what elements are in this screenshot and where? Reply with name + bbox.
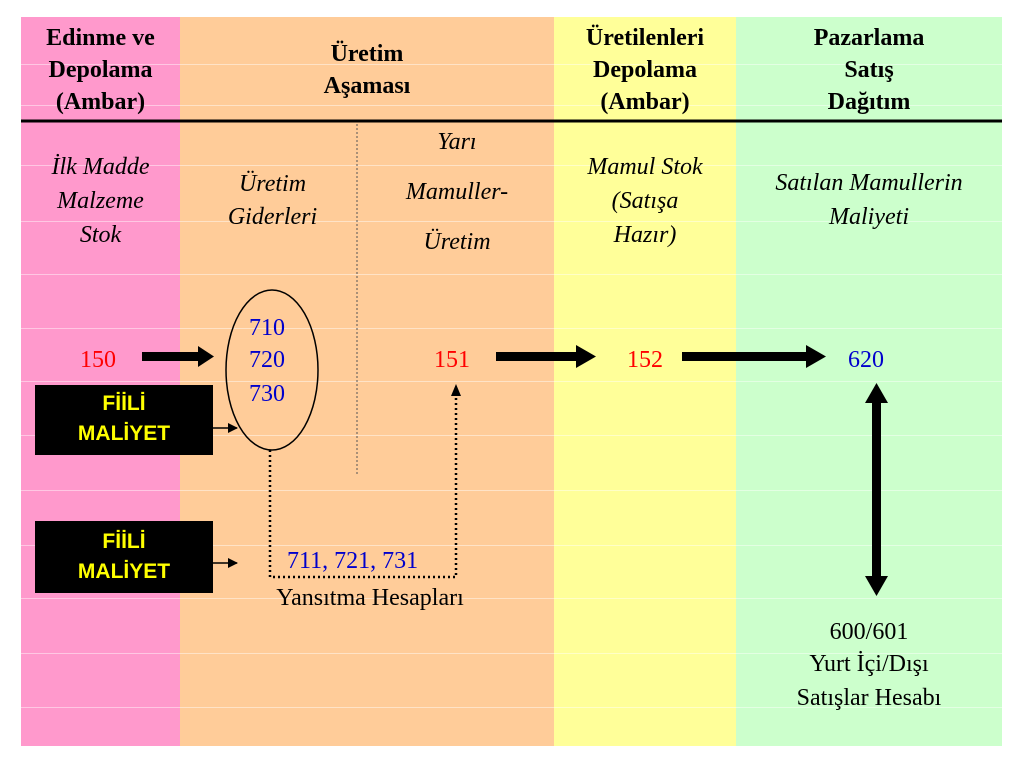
- header-edinme-depolama: Edinme ve Depolama (Ambar): [46, 25, 155, 115]
- account-151: 151: [434, 347, 470, 373]
- account-150: 150: [80, 347, 116, 373]
- subtitle-yari-mamuller-1: Yarı: [437, 129, 477, 155]
- yansitma-accounts: 711, 721, 731: [287, 548, 419, 574]
- gider-accounts-ellipse: [226, 290, 318, 450]
- header-uretilenleri-depolama: Üretilenleri Depolama (Ambar): [585, 25, 705, 115]
- subtitle-ilk-madde: İlk Madde Malzeme Stok: [51, 154, 150, 248]
- subtitle-satilan-mamuller: Satılan Mamullerin Maliyeti: [775, 170, 963, 230]
- header-uretim-asamasi: Üretim Aşaması: [323, 41, 411, 99]
- account-620: 620: [848, 347, 884, 373]
- double-arrow-620-sales: [865, 383, 888, 596]
- sales-account-code: 600/601: [829, 619, 909, 645]
- account-730: 730: [249, 381, 285, 407]
- subtitle-yari-mamuller-3: Üretim: [423, 229, 491, 255]
- yansitma-label: Yansıtma Hesapları: [276, 585, 464, 611]
- dotted-yansitma-loop: [270, 395, 456, 577]
- header-pazarlama: Pazarlama Satış Dağıtım: [813, 25, 925, 115]
- arrow-151-to-152: [496, 345, 596, 368]
- fiili-maliyet-box-2: FİİLİ MALİYET: [35, 521, 213, 593]
- arrow-152-to-620: [682, 345, 826, 368]
- subtitle-mamul-stok: Mamul Stok (Satışa Hazır): [587, 154, 703, 248]
- arrow-150-to-710: [142, 346, 214, 367]
- account-152: 152: [627, 347, 663, 373]
- fiili-maliyet-box-1: FİİLİ MALİYET: [35, 385, 213, 455]
- account-720: 720: [249, 347, 285, 373]
- account-710: 710: [249, 315, 285, 341]
- dotted-arrowhead-151: [451, 384, 461, 396]
- subtitle-yari-mamuller-2: Mamuller-: [405, 179, 509, 205]
- subtitle-uretim-giderleri: Üretim Giderleri: [227, 171, 318, 230]
- sales-account-line1: Yurt İçi/Dışı: [809, 651, 929, 677]
- sales-account-line2: Satışlar Hesabı: [796, 685, 942, 711]
